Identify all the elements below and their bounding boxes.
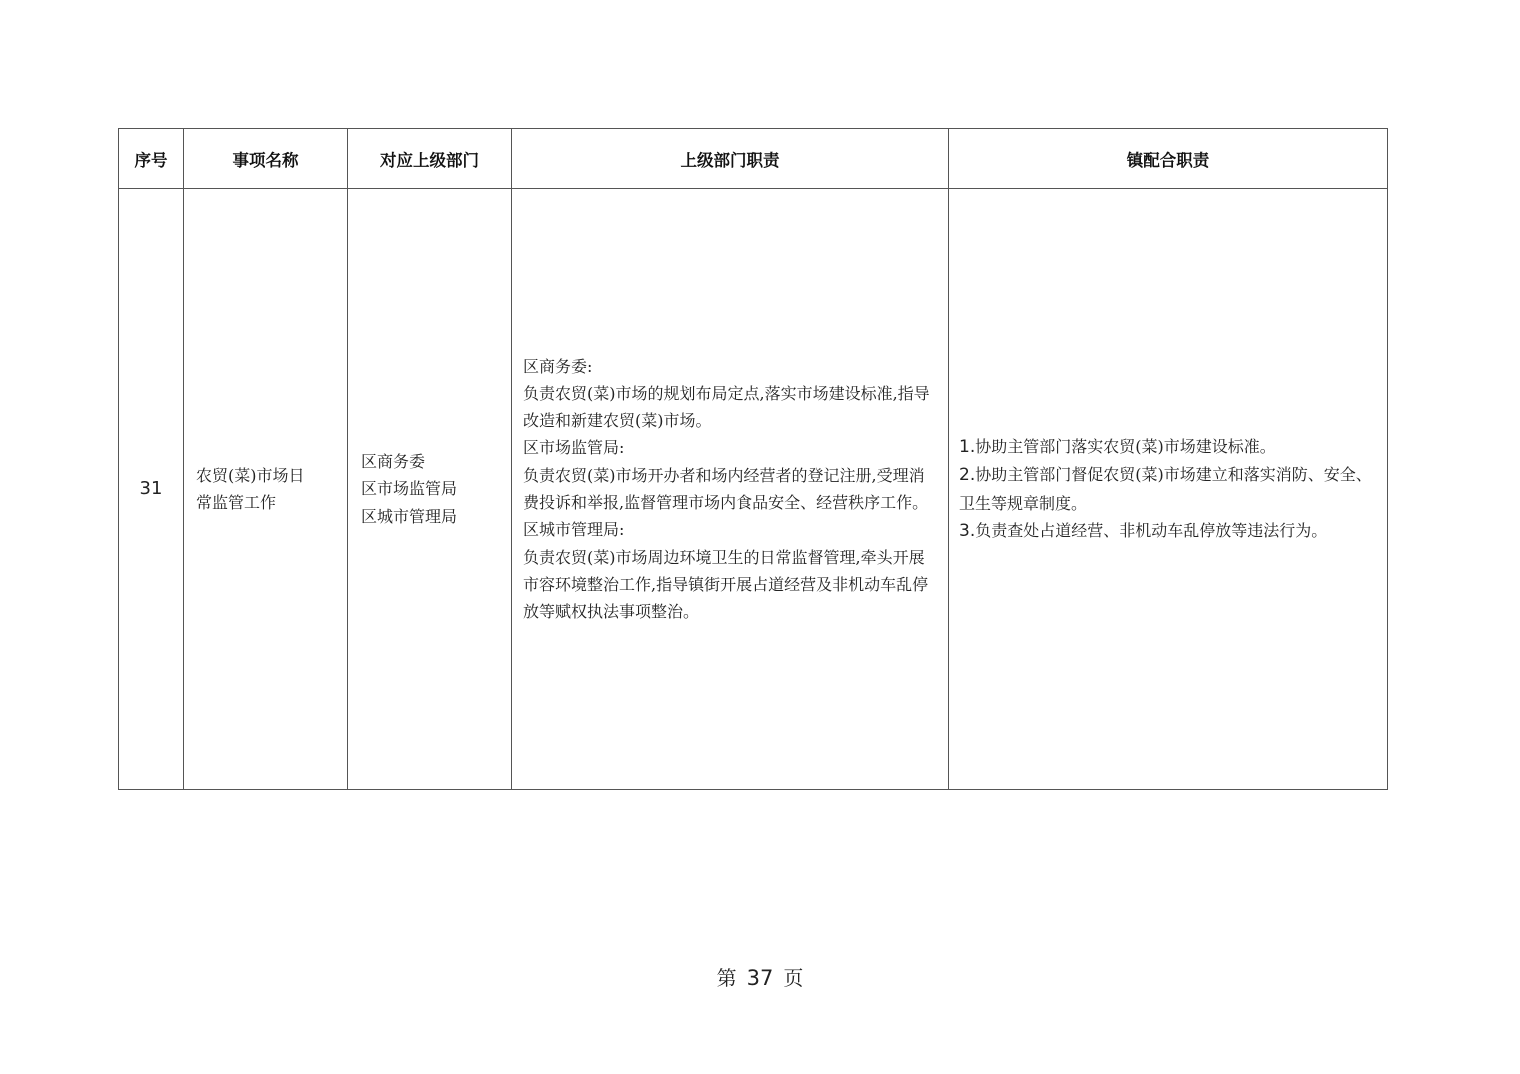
town-duty-text: 负责查处占道经营、非机动车乱停放等违法行为。 — [975, 520, 1328, 540]
page-number: 37 — [746, 966, 774, 990]
duty-text: 负责农贸(菜)市场周边环境卫生的日常监督管理,牵头开展市容环境整治工作,指导镇街开展占道经营及非机动车乱停放等赋权执法事项整治。 — [523, 547, 929, 622]
town-duty-item — [959, 433, 1385, 461]
duty-text: 负责农贸(菜)市场开办者和场内经营者的登记注册,受理消费投诉和举报,监督管理市场内食品安全、经营秩序工作。 — [523, 465, 929, 512]
header-town-duties: 镇配合职责 — [949, 129, 1388, 189]
town-duty-text: 协助主管部门落实农贸(菜)市场建设标准。 — [975, 436, 1276, 456]
duty-text: 负责农贸(菜)市场的规划布局定点,落实市场建设标准,指导改造和新建农贸(菜)市场。 — [523, 383, 930, 431]
town-duty-text: 协助主管部门督促农贸(菜)市场建立和落实消防、安全、卫生等规章制度。 — [959, 465, 1372, 513]
item-name-line: 农贸(菜)市场日 — [196, 465, 305, 485]
header-row — [119, 129, 1388, 189]
town-duty-number: 3. — [959, 520, 976, 541]
header-number: 序号 — [119, 129, 184, 189]
town-duty-number: 2. — [959, 465, 976, 486]
town-duty-item — [959, 461, 1385, 517]
header-superior-duties: 上级部门职责 — [512, 129, 949, 189]
department-name: 区城市管理局 — [361, 506, 458, 526]
header-item-name: 事项名称 — [184, 129, 348, 189]
page-prefix: 第 — [716, 966, 737, 990]
town-duty-number: 1. — [959, 436, 976, 457]
table-row — [119, 189, 1388, 790]
duty-dept-heading: 区城市管理局: — [523, 520, 625, 540]
superior-duties — [512, 189, 949, 790]
town-duty-item — [959, 517, 1385, 545]
duty-dept-heading: 区市场监管局: — [523, 438, 625, 458]
town-duties — [949, 189, 1388, 790]
duty-dept-heading: 区商务委: — [523, 356, 593, 376]
duty-table — [118, 128, 1388, 790]
row-number: 31 — [119, 189, 184, 790]
superior-departments — [348, 189, 512, 790]
department-name: 区商务委 — [361, 452, 426, 472]
header-superior-dept: 对应上级部门 — [348, 129, 512, 189]
item-name — [184, 189, 348, 790]
page-footer — [0, 962, 1520, 991]
item-name-line: 常监管工作 — [196, 493, 277, 512]
department-name: 区市场监管局 — [361, 479, 458, 499]
page-suffix: 页 — [783, 966, 804, 990]
